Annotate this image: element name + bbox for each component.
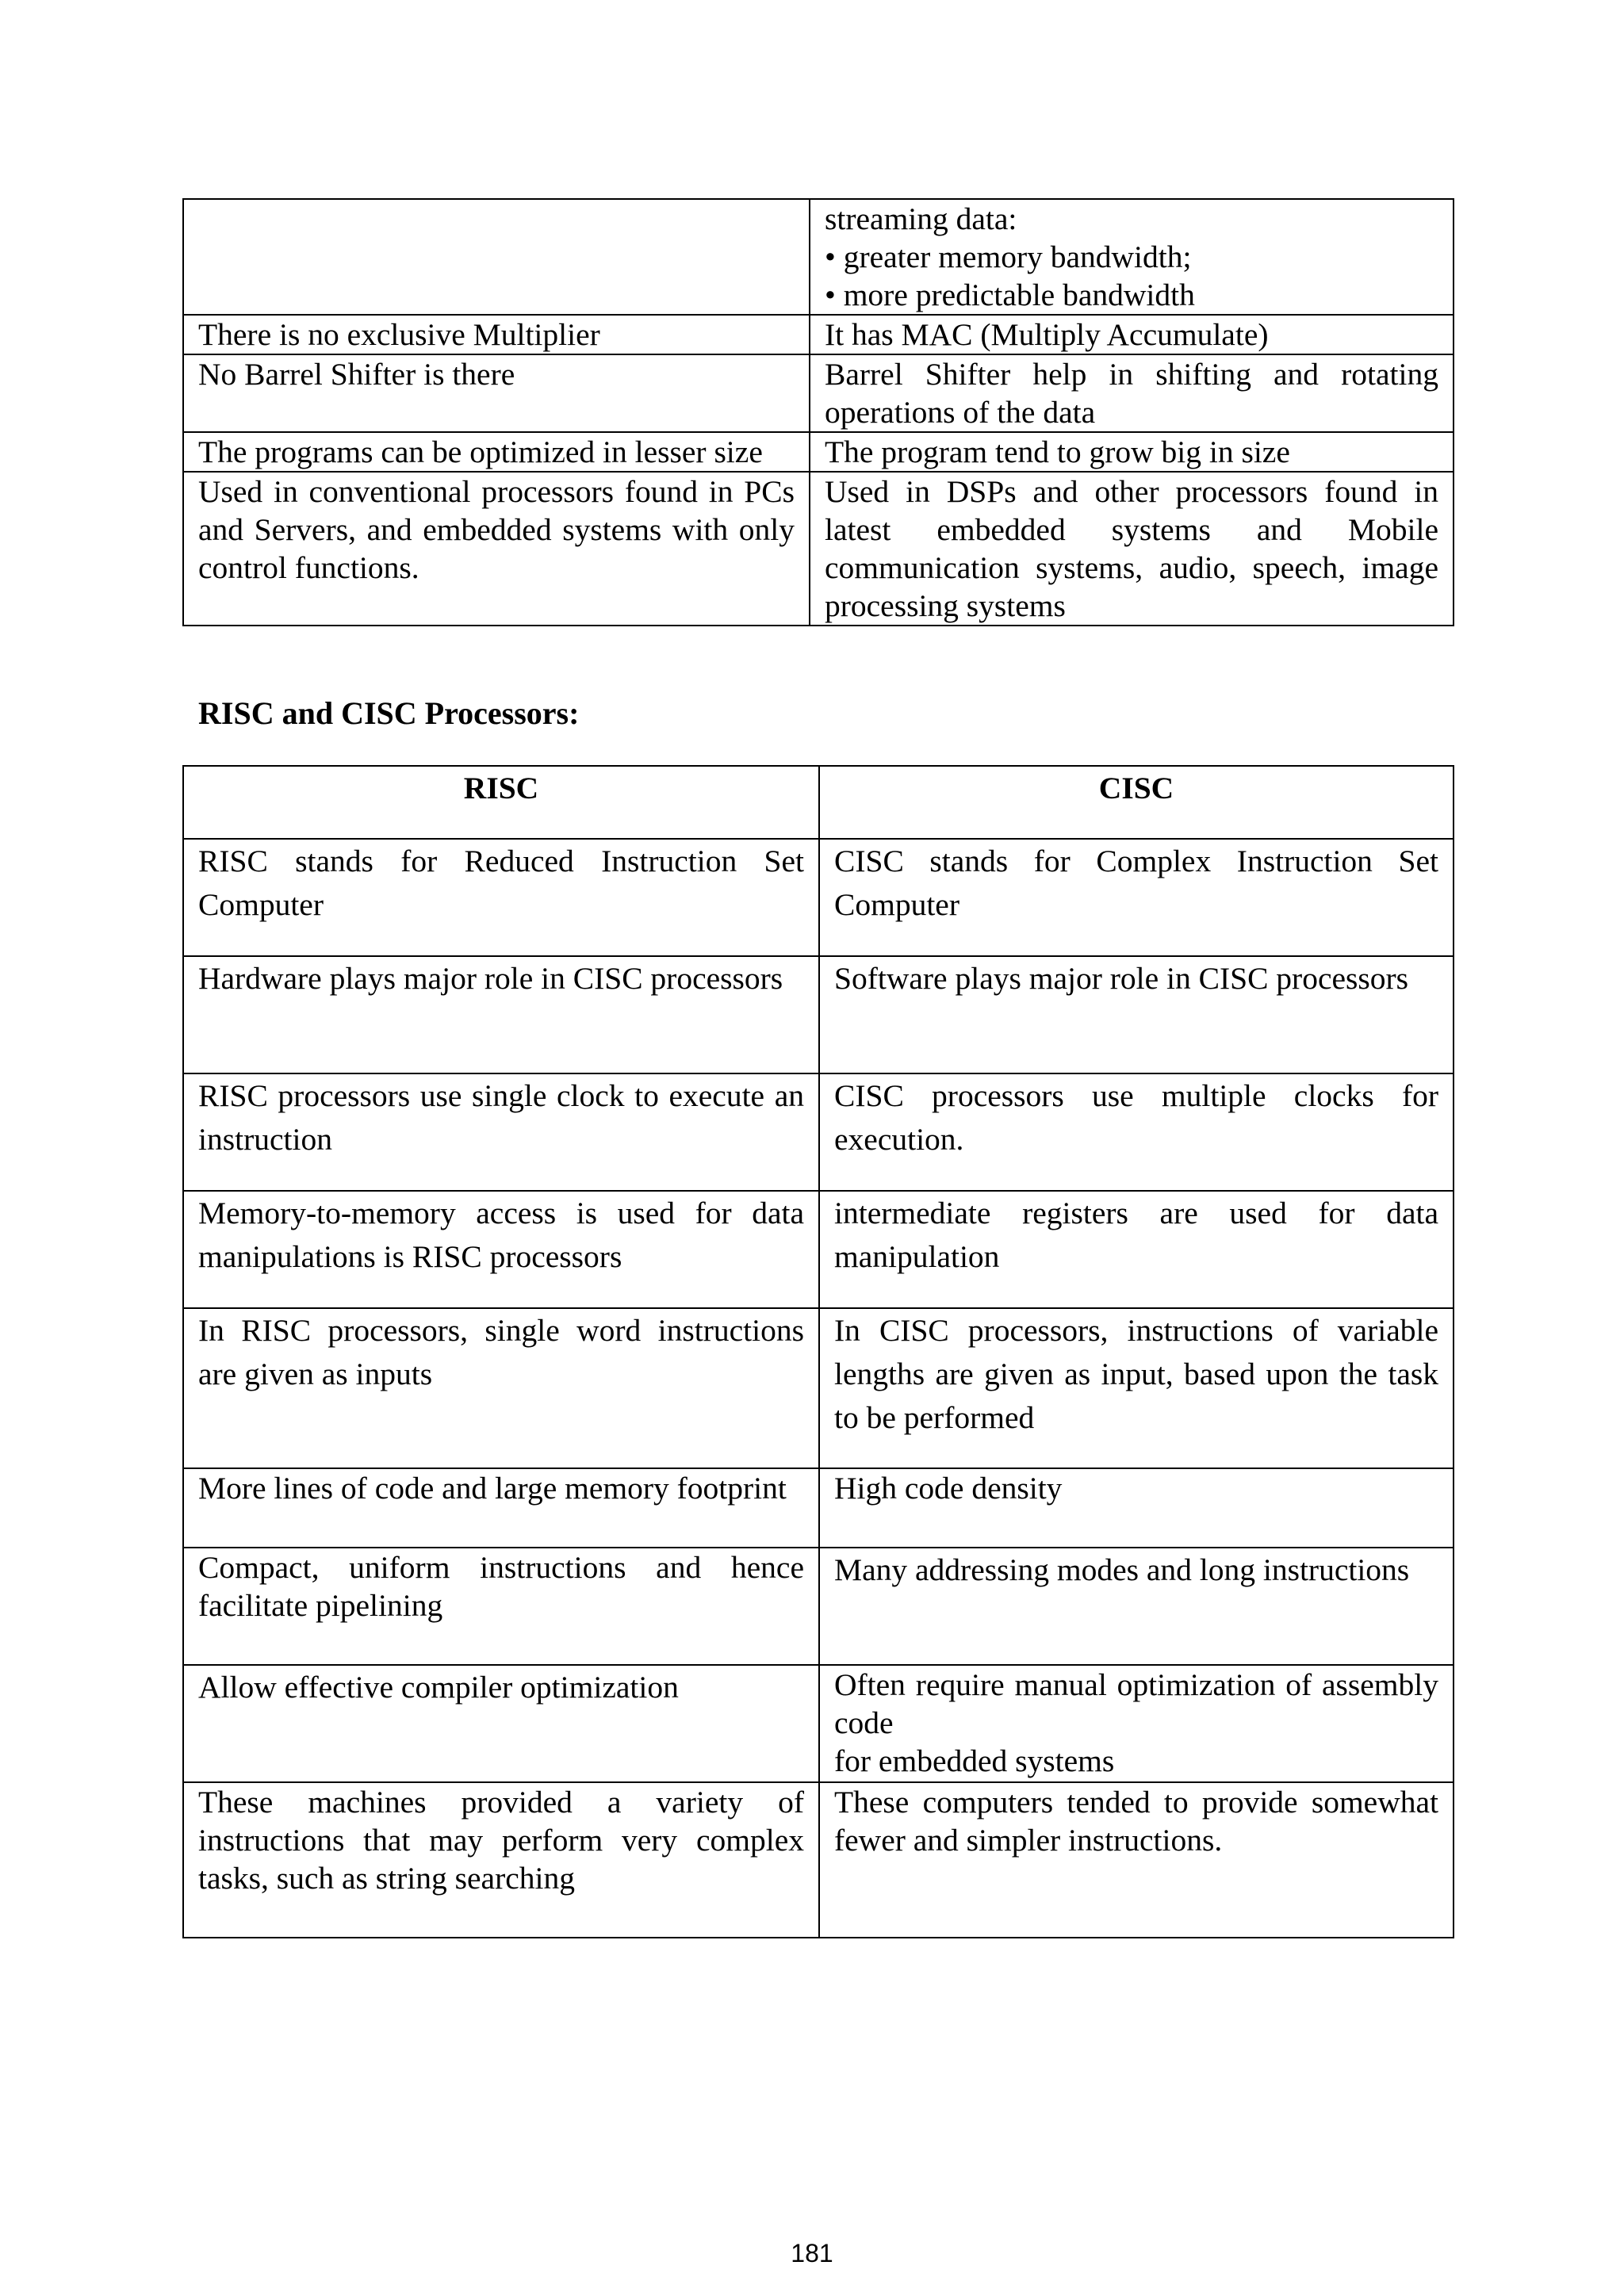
- cisc-cell: CISC processors use multiple clocks for execution.: [819, 1073, 1454, 1191]
- table-header-row: [183, 766, 1454, 839]
- table-cell-right: It has MAC (Multiply Accumulate): [810, 315, 1454, 354]
- table-cell-left: There is no exclusive Multiplier: [183, 315, 810, 354]
- cisc-cell: Many addressing modes and long instructions: [819, 1548, 1454, 1665]
- table-cell-left: Used in conventional processors found in PCs and Servers, and embedded systems with only control functions.: [183, 472, 810, 626]
- risc-cell: Compact, uniform instructions and hence facilitate pipelining: [183, 1548, 819, 1665]
- table-row: [183, 315, 1454, 354]
- cisc-cell: High code density: [819, 1468, 1454, 1548]
- risc-cell: More lines of code and large memory footprint: [183, 1468, 819, 1548]
- table-cell-right: Used in DSPs and other processors found in latest embedded systems and Mobile communication systems, audio, speech, image processing systems: [810, 472, 1454, 626]
- risc-cell: In RISC processors, single word instructions are given as inputs: [183, 1308, 819, 1468]
- cisc-cell: Software plays major role in CISC processors: [819, 956, 1454, 1073]
- table-row: [183, 199, 1454, 315]
- cisc-cell: intermediate registers are used for data manipulation: [819, 1191, 1454, 1308]
- table-row: [183, 956, 1454, 1073]
- comparison-table-continued: [182, 198, 1454, 626]
- table-row: [183, 1665, 1454, 1782]
- table-row: [183, 839, 1454, 956]
- table-row: [183, 1548, 1454, 1665]
- risc-cell: Hardware plays major role in CISC processors: [183, 956, 819, 1073]
- risc-cell: RISC processors use single clock to execute an instruction: [183, 1073, 819, 1191]
- risc-cisc-table: [182, 765, 1454, 1938]
- table-cell-right: The program tend to grow big in size: [810, 432, 1454, 472]
- section-heading: RISC and CISC Processors:: [198, 695, 580, 731]
- table-cell-right: Barrel Shifter help in shifting and rotating operations of the data: [810, 354, 1454, 432]
- table-row: [183, 472, 1454, 626]
- table-cell-left: The programs can be optimized in lesser size: [183, 432, 810, 472]
- table-row: [183, 1468, 1454, 1548]
- table-cell-left: [183, 199, 810, 315]
- risc-cell: Allow effective compiler optimization: [183, 1665, 819, 1782]
- page-number: 181: [791, 2239, 833, 2267]
- column-header-cisc: CISC: [819, 766, 1454, 839]
- table-row: [183, 1073, 1454, 1191]
- table-row: [183, 354, 1454, 432]
- cisc-cell: In CISC processors, instructions of variable lengths are given as input, based upon the task to be performed: [819, 1308, 1454, 1468]
- table-row: [183, 432, 1454, 472]
- cisc-cell: CISC stands for Complex Instruction Set Computer: [819, 839, 1454, 956]
- table-cell-left: No Barrel Shifter is there: [183, 354, 810, 432]
- table-row: [183, 1191, 1454, 1308]
- risc-cell: RISC stands for Reduced Instruction Set Computer: [183, 839, 819, 956]
- table-row: [183, 1782, 1454, 1938]
- cisc-cell: These computers tended to provide somewhat fewer and simpler instructions.: [819, 1782, 1454, 1938]
- risc-cell: Memory-to-memory access is used for data manipulations is RISC processors: [183, 1191, 819, 1308]
- cisc-cell: Often require manual optimization of assembly code for embedded systems: [819, 1665, 1454, 1782]
- table-cell-right: streaming data: • greater memory bandwidth; • more predictable bandwidth: [810, 199, 1454, 315]
- risc-cell: These machines provided a variety of instructions that may perform very complex tasks, such as string searching: [183, 1782, 819, 1938]
- table-row: [183, 1308, 1454, 1468]
- column-header-risc: RISC: [183, 766, 819, 839]
